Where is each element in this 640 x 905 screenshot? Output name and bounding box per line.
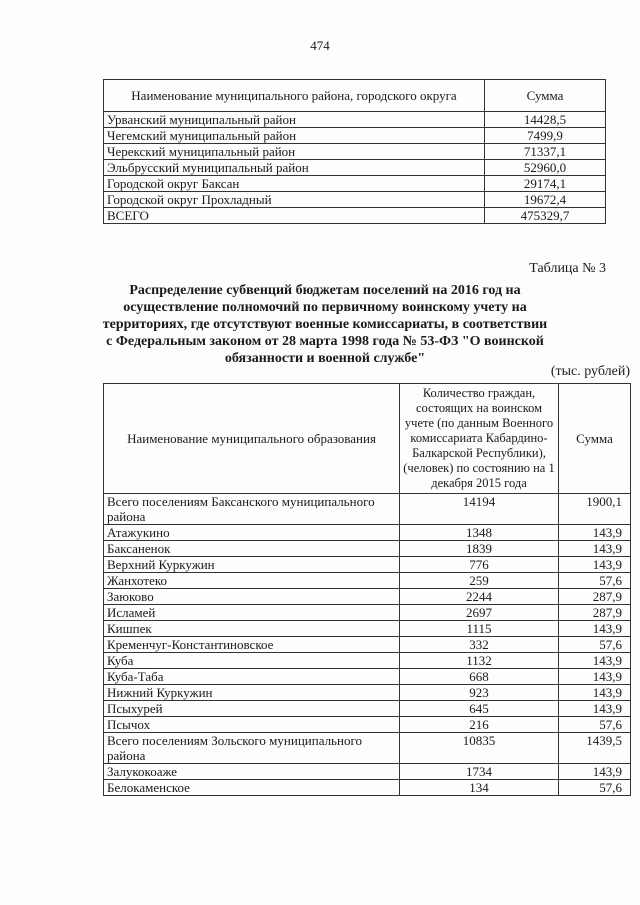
cell-name: Нижний Куркужин <box>104 685 400 701</box>
cell-value: 134 <box>400 780 559 796</box>
cell-name: Баксаненок <box>104 541 400 557</box>
subvention-table <box>103 383 631 796</box>
table-row <box>104 176 606 192</box>
cell-sum: 143,9 <box>559 525 631 541</box>
cell-value: 332 <box>400 637 559 653</box>
table-row <box>104 589 631 605</box>
cell-value: 10835 <box>400 733 559 764</box>
cell-sum: 57,6 <box>559 780 631 796</box>
table-row <box>104 653 631 669</box>
table-row <box>104 637 631 653</box>
table-row <box>104 621 631 637</box>
cell-value: 776 <box>400 557 559 573</box>
cell-name: Городской округ Прохладный <box>104 192 485 208</box>
table-row <box>104 605 631 621</box>
header-sum: Сумма <box>485 80 606 112</box>
table-heading: Распределение субвенций бюджетам поселений на 2016 год на осуществление полномочий по первичному воинскому учету на территориях, где отсутствуют военные комиссариаты, в соответствии с Федеральным законом от 28 марта 1998 года № 53-ФЗ "О воинской обязанности и военной службе" <box>102 283 548 366</box>
table-row <box>104 685 631 701</box>
cell-value: 475329,7 <box>485 208 606 224</box>
page-number: 474 <box>310 38 330 53</box>
cell-name: Псыхурей <box>104 701 400 717</box>
table-row <box>104 780 631 796</box>
cell-value: 1115 <box>400 621 559 637</box>
header-sum: Сумма <box>559 384 631 494</box>
cell-name: Залукокоаже <box>104 764 400 780</box>
table-row <box>104 128 606 144</box>
cell-name: Белокаменское <box>104 780 400 796</box>
cell-name: Кременчуг-Константиновское <box>104 637 400 653</box>
table-row <box>104 112 606 128</box>
cell-name: Всего поселениям Зольского муниципального района <box>104 733 400 764</box>
table-row <box>104 557 631 573</box>
cell-value: 29174,1 <box>485 176 606 192</box>
cell-value: 668 <box>400 669 559 685</box>
cell-value: 923 <box>400 685 559 701</box>
header-name: Наименование муниципального района, городского округа <box>104 80 485 112</box>
cell-name: Верхний Куркужин <box>104 557 400 573</box>
cell-sum: 57,6 <box>559 573 631 589</box>
table-row <box>104 541 631 557</box>
cell-value: 2697 <box>400 605 559 621</box>
cell-name: Эльбрусский муниципальный район <box>104 160 485 176</box>
table-row <box>104 208 606 224</box>
cell-name: Городской округ Баксан <box>104 176 485 192</box>
cell-sum: 287,9 <box>559 605 631 621</box>
cell-name: Черекский муниципальный район <box>104 144 485 160</box>
cell-value: 7499,9 <box>485 128 606 144</box>
cell-value: 14428,5 <box>485 112 606 128</box>
cell-value: 259 <box>400 573 559 589</box>
cell-sum: 57,6 <box>559 717 631 733</box>
cell-value: 19672,4 <box>485 192 606 208</box>
cell-sum: 287,9 <box>559 589 631 605</box>
cell-sum: 143,9 <box>559 557 631 573</box>
cell-sum: 143,9 <box>559 541 631 557</box>
cell-name: Исламей <box>104 605 400 621</box>
cell-value: 52960,0 <box>485 160 606 176</box>
cell-value: 14194 <box>400 494 559 525</box>
cell-name: Заюково <box>104 589 400 605</box>
table-row <box>104 717 631 733</box>
table-row <box>104 764 631 780</box>
cell-name: Кишпек <box>104 621 400 637</box>
table-row <box>104 192 606 208</box>
cell-sum: 143,9 <box>559 701 631 717</box>
cell-name: Куба-Таба <box>104 669 400 685</box>
header-count: Количество граждан, состоящих на воинском учете (по данным Военного комиссариата Кабардино-Балкарской Республики), (человек) по состоянию на 1 декабря 2015 года <box>400 384 559 494</box>
cell-value: 2244 <box>400 589 559 605</box>
table-label: Таблица № 3 <box>529 261 606 276</box>
cell-value: 1348 <box>400 525 559 541</box>
cell-sum: 143,9 <box>559 653 631 669</box>
cell-name: Всего поселениям Баксанского муниципального района <box>104 494 400 525</box>
cell-value: 1839 <box>400 541 559 557</box>
cell-name: ВСЕГО <box>104 208 485 224</box>
table-row <box>104 733 631 764</box>
cell-name: Атажукино <box>104 525 400 541</box>
cell-sum: 143,9 <box>559 621 631 637</box>
table-row <box>104 701 631 717</box>
table-row <box>104 160 606 176</box>
cell-value: 1132 <box>400 653 559 669</box>
table-row <box>104 525 631 541</box>
cell-value: 216 <box>400 717 559 733</box>
cell-name: Куба <box>104 653 400 669</box>
cell-name: Жанхотеко <box>104 573 400 589</box>
cell-sum: 1900,1 <box>559 494 631 525</box>
unit-label: (тыс. рублей) <box>550 364 630 379</box>
cell-sum: 143,9 <box>559 685 631 701</box>
header-name: Наименование муниципального образования <box>104 384 400 494</box>
cell-value: 1734 <box>400 764 559 780</box>
cell-sum: 143,9 <box>559 669 631 685</box>
cell-sum: 1439,5 <box>559 733 631 764</box>
district-sum-table <box>103 79 606 224</box>
table-row <box>104 573 631 589</box>
table-row <box>104 144 606 160</box>
cell-sum: 57,6 <box>559 637 631 653</box>
cell-name: Урванский муниципальный район <box>104 112 485 128</box>
table-row <box>104 669 631 685</box>
cell-value: 71337,1 <box>485 144 606 160</box>
cell-name: Псычох <box>104 717 400 733</box>
cell-value: 645 <box>400 701 559 717</box>
cell-sum: 143,9 <box>559 764 631 780</box>
table-row <box>104 494 631 525</box>
cell-name: Чегемский муниципальный район <box>104 128 485 144</box>
